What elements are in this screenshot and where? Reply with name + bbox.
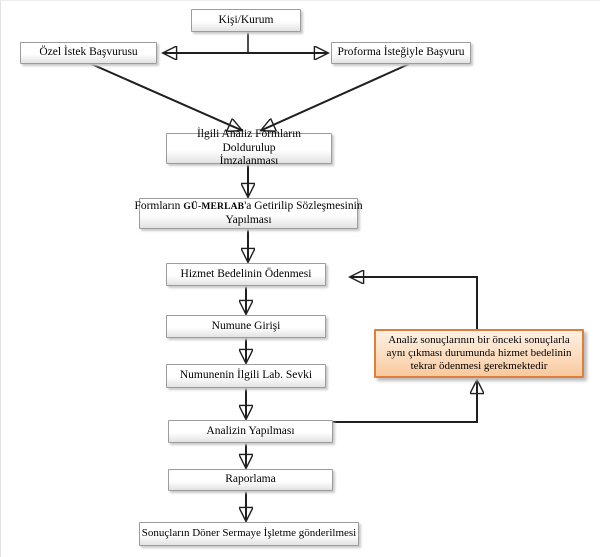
node-sonuclar: Sonuçların Döner Sermaye İşletme gönderilmesi <box>139 522 359 546</box>
arrow-note-to-hizmet <box>351 277 477 329</box>
gu-merlab-label: GÜ-MERLAB <box>183 201 245 212</box>
node-hizmet-bedeli: Hizmet Bedelinin Ödenmesi <box>166 263 326 286</box>
arrow-analiz-to-note <box>333 381 477 422</box>
node-sozlesme-line1 <box>134 200 362 215</box>
node-analiz-yapilmasi: Analizin Yapılması <box>168 420 333 443</box>
note-line1: Analiz sonuçlarının bir önceki sonuçlarla <box>388 334 570 346</box>
node-ozel-istek-basvurusu: Özel İstek Başvurusu <box>20 42 157 64</box>
node-form-doldurma-line1: İlgili Analiz Formların Doldurulup <box>196 128 302 154</box>
node-form-doldurma-line2: İmzalanması <box>219 155 279 168</box>
node-numune-girisi: Numune Girişi <box>166 315 326 338</box>
node-sozlesme-prefix: Formların <box>134 199 184 212</box>
node-numune-sevk: Numunenin İlgili Lab. Sevki <box>166 364 326 388</box>
node-form-doldurma <box>166 128 332 168</box>
note-line3: tekrar ödenmesi gerekmektedir <box>410 360 548 372</box>
note-tekrar-odeme <box>374 329 584 378</box>
arrow-ozel-istek-to-form <box>89 63 241 130</box>
node-sozlesme-suffix: 'a Getirilip Sözleşmesinin <box>244 199 363 212</box>
note-line2: aynı çıkması durumunda hizmet bedelinin <box>386 347 572 359</box>
node-sozlesme <box>134 198 363 229</box>
node-kisi-kurum: Kişi/Kurum <box>191 9 301 32</box>
node-sozlesme-line2: Yapılması <box>225 214 272 226</box>
node-raporlama: Raporlama <box>168 469 333 491</box>
arrow-proforma-to-form <box>262 64 409 130</box>
node-proforma-basvuru: Proforma İsteğiyle Başvuru <box>331 42 471 64</box>
